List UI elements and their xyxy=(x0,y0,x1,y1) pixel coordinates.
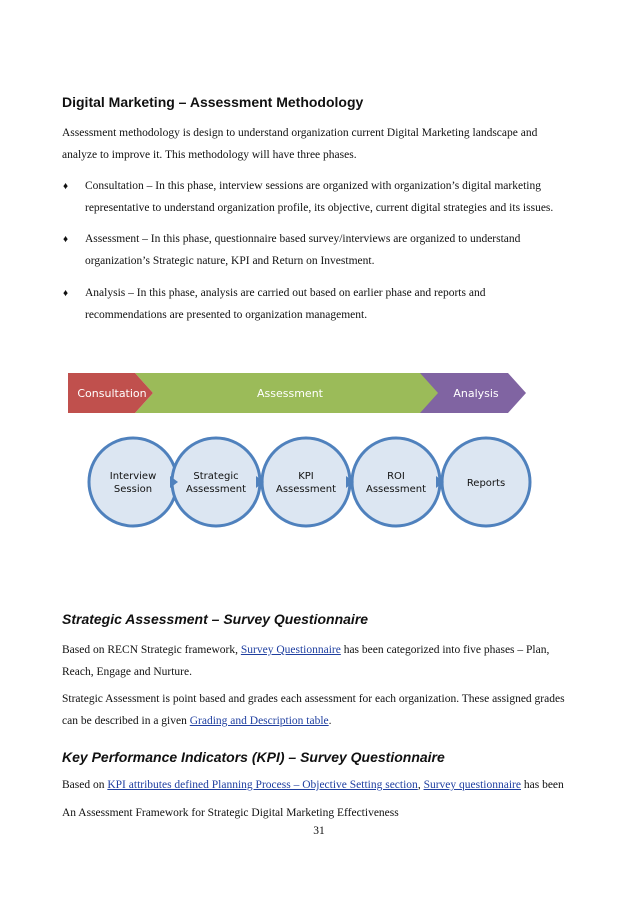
bullet-line: recommendations are presented to organization management. xyxy=(85,309,368,321)
step-label: Assessment xyxy=(276,484,336,495)
text: has been xyxy=(520,779,564,791)
section-title-kpi: Key Performance Indicators (KPI) – Survey Questionnaire xyxy=(62,749,445,765)
footer-title: An Assessment Framework for Strategic Digital Marketing Effectiveness xyxy=(62,807,399,819)
text: has been categorized into five phases – Plan, xyxy=(340,644,550,656)
bullet-line: representative to understand organization profile, its objective, current digital strategies and its issues. xyxy=(85,202,554,214)
text: . xyxy=(328,715,332,727)
bullet-line: Consultation – In this phase, interview sessions are organized with organization’s digital marketing xyxy=(85,180,541,192)
text: Based on RECN Strategic framework, xyxy=(62,644,241,656)
step-label: ROI xyxy=(387,471,405,482)
bullet-line: Assessment – In this phase, questionnaire based survey/interviews are organized to understand xyxy=(85,233,521,245)
bullet-icon: ♦ xyxy=(63,234,69,245)
step-label: Strategic xyxy=(193,471,239,482)
bullet-icon: ♦ xyxy=(63,288,69,299)
phase-label-analysis: Analysis xyxy=(453,387,499,400)
step-strategic-assessment xyxy=(172,438,260,526)
text: , xyxy=(417,779,424,791)
text-line xyxy=(62,710,602,732)
step-label: Interview xyxy=(109,471,157,482)
step-roi-assessment xyxy=(352,438,440,526)
phase-label-assessment: Assessment xyxy=(257,387,323,400)
step-reports xyxy=(442,438,530,526)
step-label: Assessment xyxy=(366,484,426,495)
phase-label-consultation: Consultation xyxy=(77,387,147,400)
survey-questionnaire-link-2[interactable]: Survey questionnaire xyxy=(423,779,521,791)
kpi-attributes-link[interactable]: KPI attributes defined Planning Process – Objective Setting section xyxy=(107,779,418,791)
step-kpi-assessment xyxy=(262,438,350,526)
page-number: 31 xyxy=(313,825,325,837)
intro-line-2: analyze to improve it. This methodology will have three phases. xyxy=(62,149,357,161)
strategic-paragraph-2 xyxy=(62,688,602,732)
grading-table-link[interactable]: Grading and Description table xyxy=(189,715,329,727)
strategic-paragraph-1 xyxy=(62,639,592,683)
kpi-paragraph xyxy=(62,774,622,796)
step-label: Assessment xyxy=(186,484,246,495)
section-title-strategic: Strategic Assessment – Survey Questionnaire xyxy=(62,611,369,627)
bullet-icon: ♦ xyxy=(63,181,69,192)
step-label: KPI xyxy=(298,471,314,482)
step-interview-session xyxy=(89,438,177,526)
text-line xyxy=(62,639,592,661)
step-label: Session xyxy=(113,484,153,495)
text: can be described in a given xyxy=(62,715,190,727)
survey-questionnaire-link[interactable]: Survey Questionnaire xyxy=(240,644,341,656)
bullet-line: organization’s Strategic nature, KPI and Return on Investment. xyxy=(85,255,375,267)
bullet-line: Analysis – In this phase, analysis are carried out based on earlier phase and reports and xyxy=(85,287,486,299)
step-label: Reports xyxy=(466,478,506,489)
text-line: Strategic Assessment is point based and grades each assessment for each organization. These assigned grades xyxy=(62,693,565,705)
text: Based on xyxy=(62,779,108,791)
text-line: Reach, Engage and Nurture. xyxy=(62,666,192,678)
intro-line-1: Assessment methodology is design to understand organization current Digital Marketing landscape and xyxy=(62,127,538,139)
section-title-methodology: Digital Marketing – Assessment Methodology xyxy=(62,94,364,110)
